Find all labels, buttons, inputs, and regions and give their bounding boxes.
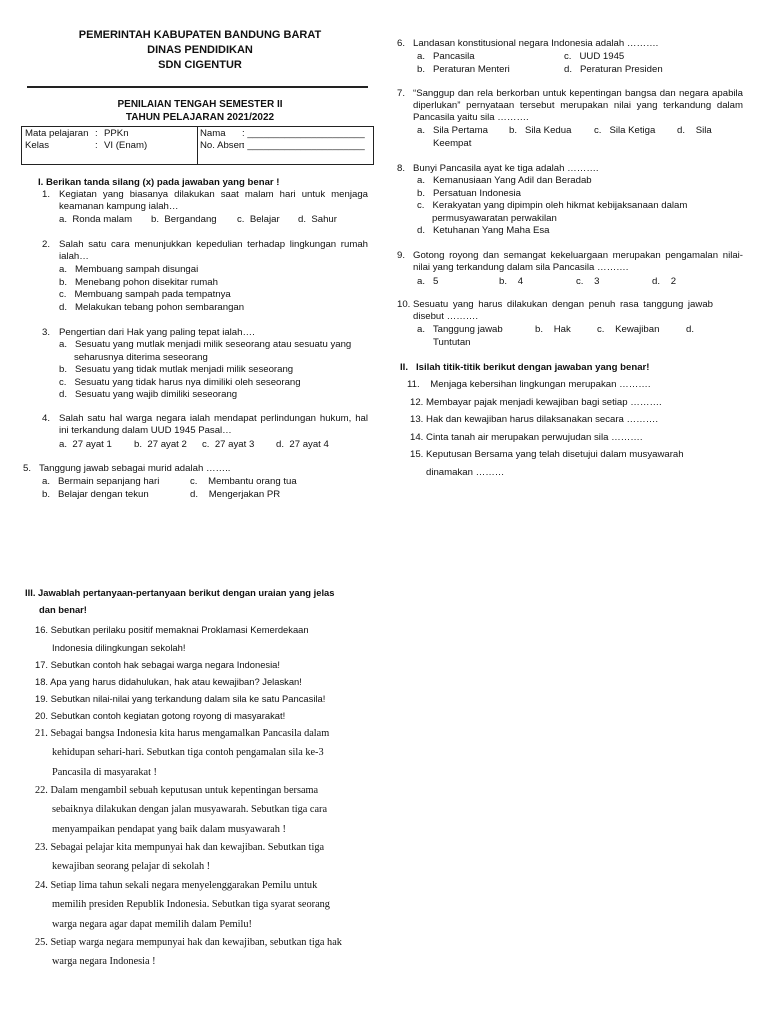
question-3: [42, 327, 368, 339]
question-number: 10.: [397, 299, 411, 310]
question-8: [397, 163, 743, 175]
option-b[interactable]: b. Hak: [535, 324, 571, 335]
question-number: 2.: [42, 239, 51, 250]
option-b[interactable]: b. 4: [499, 276, 524, 287]
option-d[interactable]: d. Sahur: [298, 214, 337, 225]
fill-item-12: 12. Membayar pajak menjadi kewajiban bagi setiap ……….: [410, 397, 662, 408]
essay-17: 17. Sebutkan contoh hak sebagai warga negara Indonesia!: [35, 659, 280, 670]
name-field[interactable]: : ______________________: [242, 128, 365, 139]
question-number: 5.: [23, 463, 32, 474]
option-c[interactable]: c. 27 ayat 3: [202, 439, 255, 450]
question-5: [23, 463, 368, 475]
essay-19: 19. Sebutkan nilai-nilai yang terkandung dalam sila ke satu Pancasila!: [35, 693, 326, 704]
option-b[interactable]: b. Peraturan Menteri: [417, 63, 510, 75]
question-1: [42, 189, 368, 213]
question-7: [397, 88, 743, 125]
option-b[interactable]: b. 27 ayat 2: [134, 439, 187, 450]
question-number: 6.: [397, 38, 406, 49]
option-c[interactable]: c. Kewajiban: [597, 324, 660, 335]
option-a-continued: seharusnya diterima seseorang: [74, 351, 208, 363]
option-b[interactable]: b. Sesuatu yang tidak mutlak menjadi milik seseorang: [59, 364, 294, 375]
option-a[interactable]: a. Membuang sampah disungai: [59, 264, 199, 275]
option-a[interactable]: a. Ronda malam: [59, 214, 133, 225]
option-d[interactable]: d. 2: [652, 276, 677, 287]
option-d[interactable]: d. Sesuatu yang wajib dimiliki seseorang: [59, 389, 238, 400]
question-stem: Kegiatan yang biasanya dilakukan saat malam hari untuk menjaga keamanan kampung ialah…: [59, 189, 368, 213]
question-stem: Bunyi Pancasila ayat ke tiga adalah ……….: [413, 163, 599, 174]
question-number: 3.: [42, 327, 51, 338]
absen-label: No. Absen: [200, 140, 245, 151]
option-a[interactable]: a. Sila Pertama: [417, 125, 488, 136]
question-9: [397, 250, 743, 274]
option-d[interactable]: d.: [686, 324, 695, 335]
option-c[interactable]: c. UUD 1945: [564, 51, 625, 62]
section-3-title-line2: dan benar!: [39, 604, 87, 615]
fill-item-15: 15. Keputusan Bersama yang telah disetujui dalam musyawarah: [410, 449, 684, 460]
option-b[interactable]: b. Persatuan Indonesia: [417, 187, 522, 199]
subject-sep: :: [95, 128, 98, 139]
section-1-title: I. Berikan tanda silang (x) pada jawaban yang benar !: [38, 177, 280, 188]
option-c[interactable]: c. Membantu orang tua: [190, 476, 297, 487]
question-6: [397, 38, 743, 50]
header-department: DINAS PENDIDIKAN: [147, 44, 253, 56]
fill-item-13: 13. Hak dan kewajiban harus dilaksanakan secara ……….: [410, 414, 658, 425]
fill-item-11: 11. Menjaga kebersihan lingkungan merupakan ……….: [407, 379, 651, 390]
option-d[interactable]: d. Mengerjakan PR: [190, 488, 281, 500]
option-c[interactable]: c. Kerakyatan yang dipimpin oleh hikmat kebijaksanaan dalam: [417, 200, 688, 211]
absen-field[interactable]: : ______________________: [242, 140, 365, 151]
question-stem: Gotong royong dan semangat kekeluargaan merupakan pengamalan nilai-nilai yang terkandung dalam sila Pancasila ……….: [413, 250, 743, 274]
fill-item-15-continued: dinamakan ………: [426, 467, 505, 478]
essay-22: 22. Dalam mengambil sebuah keputusan untuk kepentingan bersama sebaiknya dilakukan dengan jalan musyawarah. Sebutkan tiga cara menyampaikan pendapat yang baik dalam musyawarah !: [35, 785, 328, 835]
header-government: PEMERINTAH KABUPATEN BANDUNG BARAT: [78, 29, 322, 41]
question-stem: “Sanggup dan rela berkorban untuk kepentingan bangsa dan negara apabila diperlukan” pernyataan tersebut merupakan nilai yang terkandung dalam Pancasila yaitu sila ……….: [413, 88, 743, 124]
option-b[interactable]: b. Bergandang: [151, 214, 217, 225]
essay-23: 23. Sebagai pelajar kita mempunyai hak dan kewajiban. Sebutkan tiga kewajiban seorang pelajar di sekolah !: [35, 842, 325, 873]
name-label: Nama: [200, 128, 226, 139]
option-a[interactable]: a. Kemanusiaan Yang Adil dan Beradab: [417, 175, 592, 186]
question-stem: Salah satu cara menunjukkan kepedulian terhadap lingkungan rumah ialah…: [59, 239, 368, 263]
question-10: [397, 299, 743, 323]
question-stem: Sesuatu yang harus dilakukan dengan penuh rasa tanggung jawab disebut ……….: [413, 299, 713, 323]
essay-21: 21. Sebagai bangsa Indonesia kita harus mengamalkan Pancasila dalam kehidupan sehari-hari. Sebutkan tiga contoh pengamalan sila ke-3 Pancasila di masyarakat !: [35, 728, 330, 778]
option-a[interactable]: a. Pancasila: [417, 51, 475, 62]
option-c[interactable]: c. Sesuatu yang tidak harus nya dimiliki oleh seseorang: [59, 376, 301, 388]
class-value: VI (Enam): [104, 140, 148, 151]
question-number: 9.: [397, 250, 406, 261]
question-4: [42, 413, 368, 437]
question-stem: Salah satu hal warga negara ialah mendapat perlindungan hukum, hal ini terkandung dalam UUD 1945 Pasal…: [59, 413, 368, 437]
identity-divider: [197, 127, 198, 164]
option-d[interactable]: d. Ketuhanan Yang Maha Esa: [417, 225, 550, 236]
section-2-title: II. Isilah titik-titik berikut dengan jawaban yang benar!: [400, 362, 650, 373]
question-number: 8.: [397, 163, 406, 174]
option-d[interactable]: d. 27 ayat 4: [276, 439, 329, 450]
question-2: [42, 239, 368, 263]
option-c[interactable]: c. Membuang sampah pada tempatnya: [59, 289, 231, 300]
option-d[interactable]: d. Melakukan tebang pohon sembarangan: [59, 301, 245, 313]
option-a[interactable]: a. Tanggung jawab: [417, 324, 503, 335]
option-a[interactable]: a. 5: [417, 276, 439, 287]
option-c-continued: permusyawaratan perwakilan: [432, 212, 557, 224]
essay-16: 16. Sebutkan perilaku positif memaknai Proklamasi Kemerdekaan Indonesia dilingkungan sekolah!: [35, 624, 309, 653]
class-label: Kelas: [25, 140, 49, 151]
header-school: SDN CIGENTUR: [158, 59, 242, 71]
class-sep: :: [95, 140, 98, 151]
essay-25: 25. Setiap warga negara mempunyai hak dan kewajiban, sebutkan tiga hak warga negara Indonesia !: [35, 937, 342, 968]
option-b[interactable]: b. Menebang pohon disekitar rumah: [59, 276, 218, 288]
option-a[interactable]: a. Bermain sepanjang hari: [42, 476, 160, 487]
option-b[interactable]: b. Belajar dengan tekun: [42, 488, 149, 500]
question-number: 1.: [42, 189, 51, 200]
question-stem: Landasan konstitusional negara Indonesia adalah ……….: [413, 38, 659, 49]
essay-18: 18. Apa yang harus didahulukan, hak atau kewajiban? Jelaskan!: [35, 676, 302, 687]
question-stem: Tanggung jawab sebagai murid adalah ……..: [39, 463, 231, 474]
option-c[interactable]: c. 3: [576, 276, 600, 287]
option-c[interactable]: c. Sila Ketiga: [594, 125, 656, 136]
option-d-continued: Keempat: [433, 137, 472, 149]
question-number: 4.: [42, 413, 51, 424]
section-3-title: III. Jawablah pertanyaan-pertanyaan berikut dengan uraian yang jelas: [25, 587, 335, 598]
option-c[interactable]: c. Belajar: [237, 214, 280, 225]
option-b[interactable]: b. Sila Kedua: [509, 125, 572, 136]
subject-value: PPKn: [104, 128, 129, 139]
option-a[interactable]: a. Sesuatu yang mutlak menjadi milik seseorang atau sesuatu yang: [59, 339, 352, 350]
question-stem: Pengertian dari Hak yang paling tepat ialah….: [59, 327, 255, 338]
option-a[interactable]: a. 27 ayat 1: [59, 439, 112, 450]
exam-year: TAHUN PELAJARAN 2021/2022: [125, 112, 275, 123]
fill-item-14: 14. Cinta tanah air merupakan perwujudan sila ……….: [410, 432, 643, 443]
subject-label: Mata pelajaran: [25, 128, 89, 139]
option-d[interactable]: d. Peraturan Presiden: [564, 63, 663, 75]
exam-title: PENILAIAN TENGAH SEMESTER II: [117, 99, 283, 110]
option-d[interactable]: d. Sila: [677, 125, 712, 136]
question-number: 7.: [397, 88, 406, 99]
header-divider: [27, 86, 368, 88]
essay-20: 20. Sebutkan contoh kegiatan gotong royong di masyarakat!: [35, 710, 286, 721]
essay-24: 24. Setiap lima tahun sekali negara menyelenggarakan Pemilu untuk memilih presiden Republik Indonesia. Sebutkan tiga syarat seorang warga negara agar dapat memilih dalam Pemilu!: [35, 880, 330, 930]
option-d-continued: Tuntutan: [433, 336, 471, 348]
